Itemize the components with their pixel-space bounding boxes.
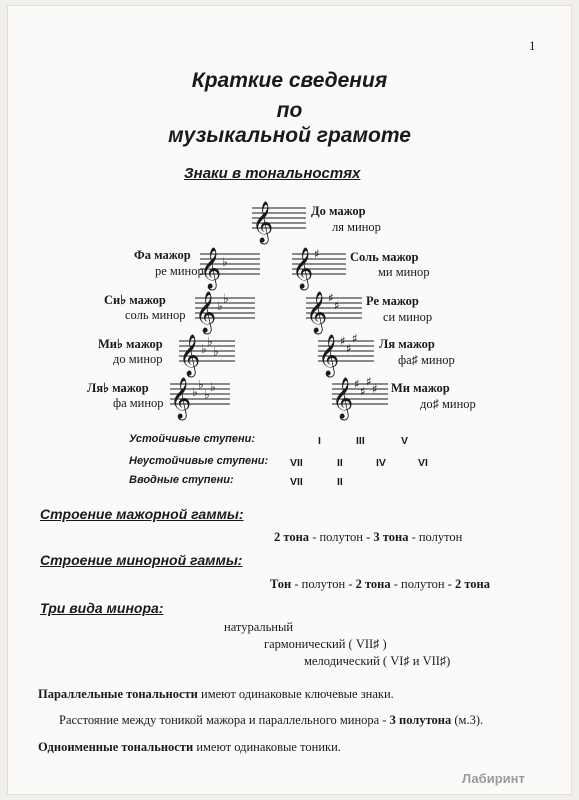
same-name-keys-rest: имеют одинаковые тоники. [193, 740, 341, 754]
staff-f-major [200, 246, 260, 288]
major-scale-heading: Строение мажорной гаммы: [40, 506, 244, 522]
key-g-minor: соль минор [125, 308, 186, 322]
sharp-sign-icon: ♯ [360, 384, 366, 399]
key-d-major: Ре мажор [366, 294, 419, 308]
unstable-degree: II [337, 457, 343, 469]
key-g-major: Соль мажор [350, 250, 419, 264]
key-f-minor: фа минор [113, 396, 164, 410]
minor-scale-part: Тон [270, 577, 292, 591]
same-name-keys-statement [38, 740, 341, 755]
treble-clef-icon: 𝄞 [292, 248, 314, 289]
minor-scale-part: 2 тона [454, 577, 491, 591]
minor-scale-heading: Строение минорной гаммы: [40, 552, 243, 568]
sharp-sign-icon: ♯ [354, 377, 360, 391]
flat-sign-icon: ♭ [201, 342, 207, 356]
unstable-degree: IV [376, 457, 386, 469]
parallel-keys-term: Параллельные тональности [38, 687, 198, 701]
unstable-degree: VI [418, 457, 428, 469]
treble-clef-icon: 𝄞 [318, 335, 340, 376]
parallel-keys-rest: имеют одинаковые ключевые знаки. [197, 687, 394, 701]
sharp-sign-icon: ♯ [372, 382, 378, 396]
key-bflat-major: Си♭ мажор [104, 293, 166, 307]
sharp-sign-icon: ♯ [340, 334, 346, 348]
key-fsharp-minor: фа♯ минор [398, 353, 455, 367]
stable-degree: I [318, 435, 321, 447]
unstable-degree: VII [290, 457, 303, 469]
minor-natural: натуральный [224, 620, 294, 634]
key-c-major: До мажор [311, 204, 366, 218]
minor-harmonic: гармонический ( VII♯ ) [264, 637, 387, 651]
unstable-degrees-label: Неустойчивые ступени: [129, 455, 269, 467]
major-scale-part: 3 тона [373, 530, 409, 544]
distance-statement [59, 713, 483, 728]
leading-degree: VII [290, 476, 303, 488]
page-number: 1 [529, 38, 536, 53]
keys-heading: Знаки в тональностях [184, 165, 361, 182]
treble-clef-icon: 𝄞 [332, 378, 354, 419]
staff-d-major [306, 290, 362, 332]
staff-g-major [292, 246, 346, 288]
sharp-sign-icon: ♯ [314, 247, 320, 261]
flat-sign-icon: ♭ [213, 344, 219, 359]
stable-degrees-label: Устойчивые ступени: [129, 433, 256, 445]
watermark-logo [462, 771, 525, 786]
key-e-major: Ми мажор [391, 381, 450, 395]
staff-e-major [332, 376, 388, 418]
key-b-minor: си минор [383, 310, 433, 324]
flat-sign-icon: ♭ [198, 377, 204, 392]
minor-scale-part: - полутон - [390, 577, 455, 591]
sharp-sign-icon: ♯ [352, 331, 358, 346]
staff-bflat-major [195, 290, 255, 332]
key-aflat-major: Ля♭ мажор [87, 381, 149, 395]
treble-clef-icon: 𝄞 [170, 378, 192, 419]
minor-scale-structure [270, 577, 490, 592]
distance-prefix: Расстояние между тоникой мажора и параллельного минора - [59, 713, 390, 727]
treble-clef-icon: 𝄞 [195, 292, 217, 333]
staff-aflat-major [170, 376, 230, 418]
minor-types-heading: Три вида минора: [40, 600, 164, 616]
flat-sign-icon: ♭ [223, 291, 229, 306]
key-f-major: Фа мажор [134, 248, 191, 262]
sharp-sign-icon: ♯ [328, 291, 334, 305]
title-line-3: музыкальной грамоте [168, 124, 411, 147]
major-scale-part: 2 тона [274, 530, 310, 544]
treble-clef-icon: 𝄞 [200, 248, 222, 289]
staff-c-major [252, 200, 306, 242]
title-line-2: по [276, 99, 303, 122]
key-e-minor: ми минор [378, 265, 430, 279]
sharp-sign-icon: ♯ [334, 298, 340, 313]
flat-sign-icon: ♭ [192, 385, 198, 399]
key-a-minor: ля минор [332, 220, 381, 234]
sharp-sign-icon: ♯ [366, 374, 372, 389]
key-d-minor: ре минор [155, 264, 204, 278]
major-scale-part: - полутон - [309, 530, 374, 544]
sharp-sign-icon: ♯ [346, 341, 352, 356]
parallel-keys-statement [38, 687, 394, 702]
watermark-text: Лабиринт [462, 771, 525, 786]
title-line-1: Краткие сведения [191, 69, 388, 92]
flat-sign-icon: ♭ [210, 380, 216, 394]
leading-degrees-label: Вводные ступени: [129, 474, 234, 486]
key-csharp-minor: до♯ минор [420, 397, 476, 411]
key-c-minor: до минор [113, 352, 163, 366]
minor-melodic: мелодический ( VI♯ и VII♯) [304, 654, 451, 668]
treble-clef-icon: 𝄞 [252, 202, 274, 243]
minor-scale-part: - полутон - [291, 577, 356, 591]
treble-clef-icon: 𝄞 [306, 292, 328, 333]
treble-clef-icon: 𝄞 [179, 335, 201, 376]
major-scale-part: - полутон [408, 530, 463, 544]
key-a-major: Ля мажор [379, 337, 435, 351]
minor-scale-part: 2 тона [355, 577, 391, 591]
distance-suffix: (м.3). [451, 713, 484, 727]
same-name-keys-term: Одноименные тональности [38, 740, 194, 754]
staff-eflat-major [179, 333, 235, 375]
key-eflat-major: Ми♭ мажор [98, 337, 163, 351]
staff-a-major [318, 333, 374, 375]
flat-sign-icon: ♭ [207, 334, 213, 349]
flat-sign-icon: ♭ [217, 299, 223, 313]
flat-sign-icon: ♭ [222, 255, 228, 269]
stable-degree: V [401, 435, 409, 447]
flat-sign-icon: ♭ [204, 387, 210, 402]
major-scale-structure [274, 530, 462, 545]
leading-degree: II [337, 476, 343, 488]
distance-value: 3 полутона [389, 713, 452, 727]
stable-degree: III [356, 435, 365, 447]
